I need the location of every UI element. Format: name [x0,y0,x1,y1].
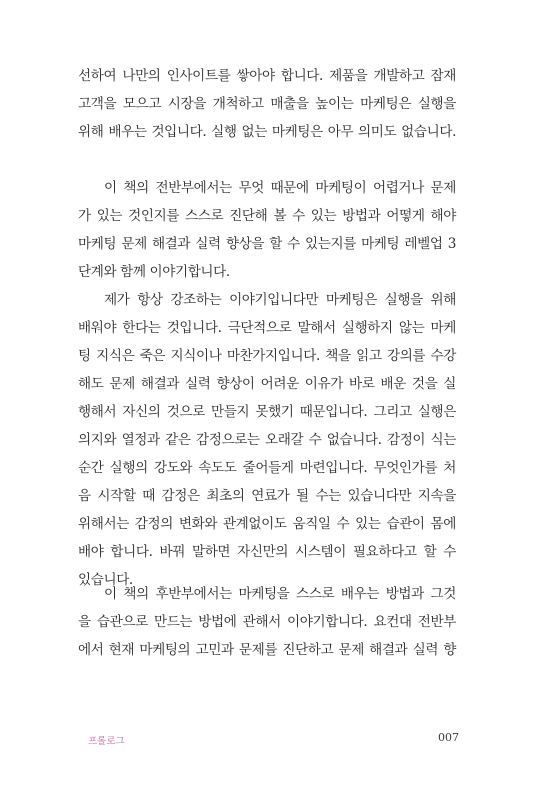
text-line: 에서 현재 마케팅의 고민과 문제를 진단하고 문제 해결과 실력 향 [78,642,456,658]
paragraph-1 [78,62,456,146]
text-line: 가 있는 것인지를 스스로 진단해 볼 수 있는 방법과 어떻게 해야 [78,208,456,224]
text-line: 팅 지식은 죽은 지식이나 마찬가지입니다. 책을 읽고 강의를 수강 [78,348,456,364]
text-line: 고객을 모으고 시장을 개척하고 매출을 높이는 마케팅은 실행을 [78,96,456,112]
text-line: 선하여 나만의 인사이트를 쌓아야 합니다. 제품을 개발하고 잠재 [78,68,456,84]
text-line: 이 책의 후반부에서는 마케팅을 스스로 배우는 방법과 그것 [104,586,456,602]
paragraph-2 [78,174,456,286]
paragraph-4 [78,580,456,664]
text-line: 순간 실행의 강도와 속도도 줄어들게 마련입니다. 무엇인가를 처 [78,460,456,476]
text-line: 음 시작할 때 감정은 최초의 연료가 될 수는 있습니다만 지속을 [78,488,456,504]
text-line: 이 책의 전반부에서는 무엇 때문에 마케팅이 어렵거나 문제 [104,180,456,196]
text-line: 있습니다. [78,572,133,588]
text-line: 배야 합니다. 바꿔 말하면 자신만의 시스템이 필요하다고 할 수 [78,544,456,560]
text-line: 마케팅 문제 해결과 실력 향상을 할 수 있는지를 마케팅 레벨업 3 [78,236,456,252]
text-line: 의지와 열정과 같은 감정으로는 오래갈 수 없습니다. 감정이 식는 [78,432,456,448]
running-footer-section-title: 프롤로그 [88,736,125,747]
text-line: 위해 배우는 것입니다. 실행 없는 마케팅은 아무 의미도 없습니다. [78,124,456,140]
text-line: 위해서는 감정의 변화와 관계없이도 움직일 수 있는 습관이 몸에 [78,516,456,532]
page-number: 007 [438,731,459,744]
text-line: 배워야 한다는 것입니다. 극단적으로 말해서 실행하지 않는 마케 [78,320,456,336]
text-line: 을 습관으로 만드는 방법에 관해서 이야기합니다. 요컨대 전반부 [78,614,456,630]
paragraph-3 [78,286,456,594]
text-line: 행해서 자신의 것으로 만들지 못했기 때문입니다. 그리고 실행은 [78,404,456,420]
text-line: 해도 문제 해결과 실력 향상이 어려운 이유가 바로 배운 것을 실 [78,376,456,392]
text-line: 단계와 함께 이야기합니다. [78,264,230,280]
text-line: 제가 항상 강조하는 이야기입니다만 마케팅은 실행을 위해 [104,292,456,308]
